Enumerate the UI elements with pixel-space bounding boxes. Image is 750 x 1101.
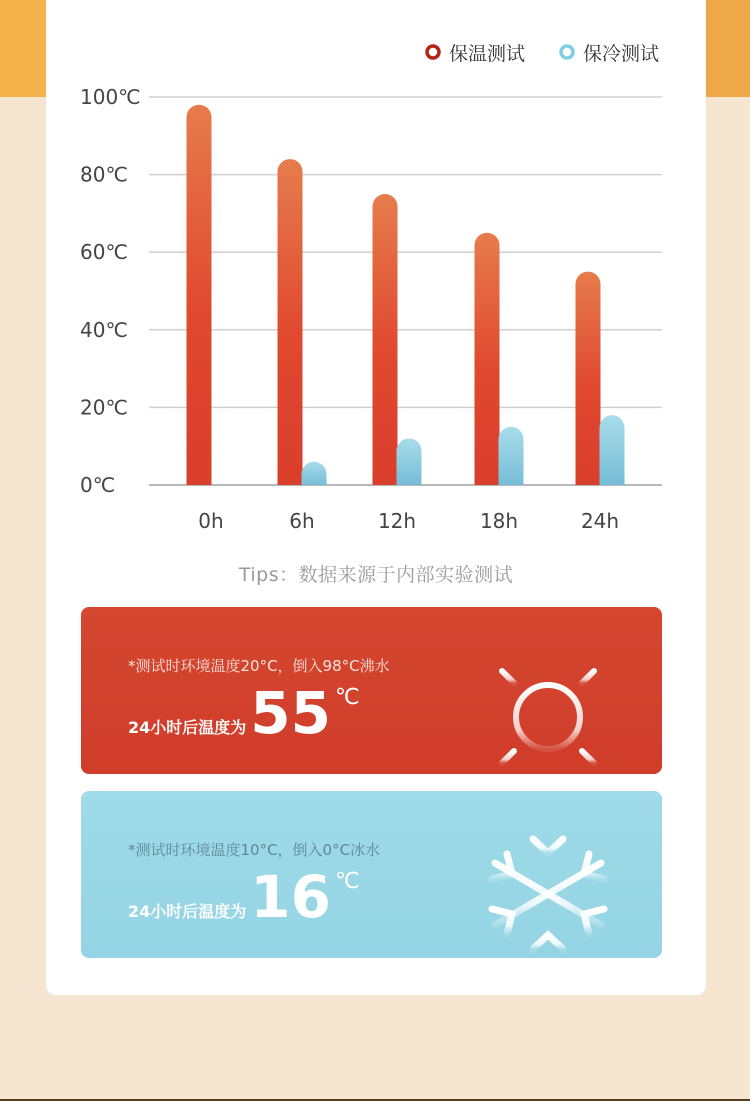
- legend-hot-marker: [427, 46, 439, 58]
- bar-heat-24h: [576, 272, 601, 485]
- chart-legend: [427, 43, 659, 65]
- chart-card: [46, 0, 706, 995]
- cold-result-label: 24小时后温度为: [128, 902, 247, 921]
- x-tick-label: 6h: [289, 509, 315, 533]
- cold-test-note: *测试时环境温度10°C，倒入0°C冰水: [128, 841, 381, 859]
- heat-result-unit: ℃: [335, 685, 360, 710]
- y-tick-label: 100℃: [80, 85, 141, 109]
- bar-cold-24h: [600, 415, 625, 485]
- y-tick-label: 40℃: [80, 317, 128, 342]
- y-tick-label: 60℃: [80, 240, 128, 265]
- bar-heat-18h: [475, 233, 500, 485]
- y-tick-label: 0℃: [80, 473, 116, 497]
- temperature-bar-chart: [46, 0, 706, 550]
- sun-icon: [478, 647, 618, 772]
- x-axis: [198, 509, 619, 533]
- heat-result-label: 24小时后温度为: [128, 718, 247, 737]
- x-tick-label: 18h: [479, 509, 519, 533]
- x-tick-label: 24h: [580, 509, 620, 533]
- chart-bars: [187, 105, 625, 485]
- x-tick-label: 12h: [377, 509, 417, 533]
- bar-heat-6h: [278, 159, 303, 485]
- heat-test-note: *测试时环境温度20°C，倒入98°C沸水: [128, 657, 390, 675]
- cold-retention-panel: [81, 791, 662, 958]
- heat-retention-panel: [81, 607, 662, 774]
- data-source-tip: Tips：数据来源于内部实验测试: [238, 564, 514, 586]
- bar-cold-6h: [302, 462, 327, 485]
- legend-hot-label: 保温测试: [449, 43, 526, 65]
- bar-cold-12h: [397, 438, 422, 485]
- heat-result-value: 55: [250, 679, 331, 747]
- snowflake-icon: [478, 831, 618, 956]
- cold-result-value: 16: [250, 863, 331, 931]
- bar-cold-18h: [499, 427, 524, 485]
- bar-heat-0h: [187, 105, 212, 485]
- cold-result-unit: ℃: [335, 869, 360, 894]
- y-axis: [80, 85, 141, 497]
- y-tick-label: 20℃: [80, 395, 128, 420]
- x-tick-label: 0h: [198, 509, 224, 533]
- legend-cold-marker: [561, 46, 573, 58]
- legend-cold-label: 保冷测试: [583, 43, 660, 65]
- bar-heat-12h: [373, 194, 398, 485]
- heat-result: [128, 681, 360, 751]
- y-tick-label: 80℃: [80, 162, 128, 187]
- cold-result: [128, 865, 360, 935]
